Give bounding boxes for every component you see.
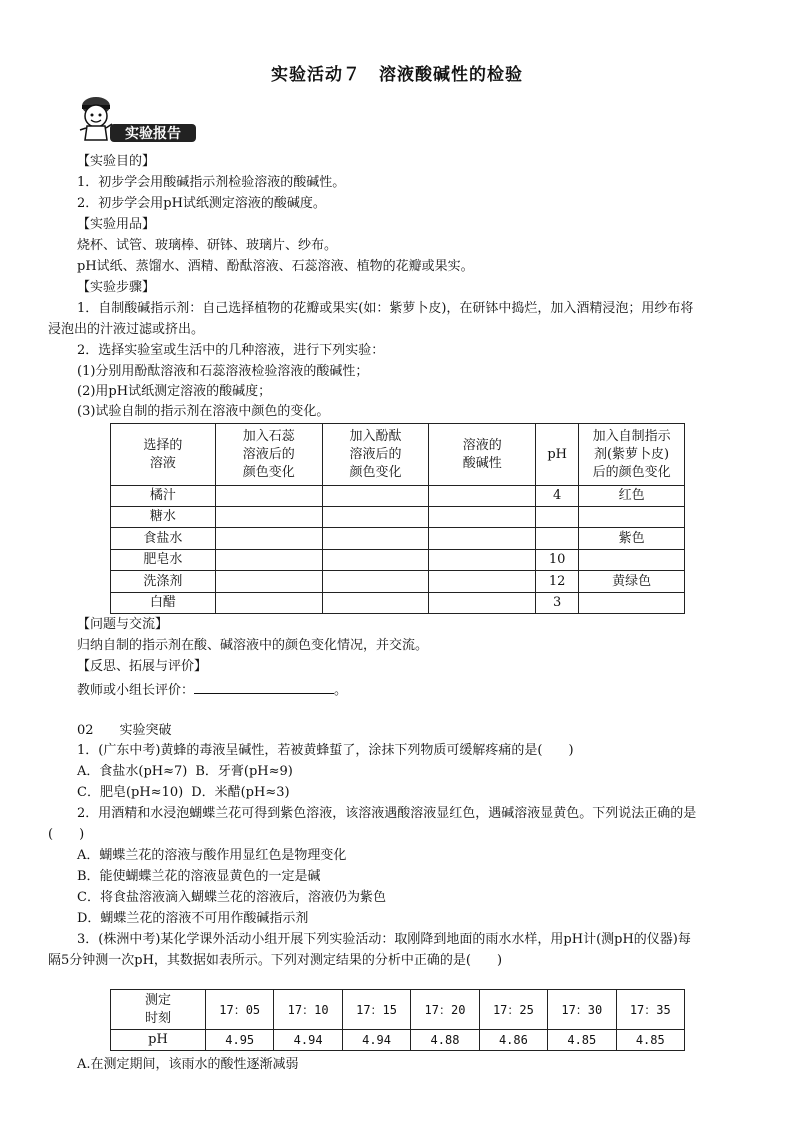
table-cell <box>215 550 322 571</box>
table-cell <box>215 528 322 550</box>
q1-option-c: C．肥皂(pH≈10) <box>77 785 184 800</box>
materials-line-2: pH试纸、蒸馏水、酒精、酚酞溶液、石蕊溶液、植物的花瓣或果实。 <box>77 259 474 274</box>
table-row <box>111 1030 685 1051</box>
table-header-cell: pH <box>536 424 579 486</box>
logo-text: 实验报告 <box>125 126 181 142</box>
q2-option-b: B．能使蝴蝶兰花的溶液显黄色的一定是碱 <box>77 869 321 884</box>
table-cell: 4.94 <box>274 1030 342 1051</box>
table-cell: 17：15 <box>342 990 410 1030</box>
table-row <box>111 528 685 550</box>
table-cell <box>322 528 429 550</box>
table-cell: 17：30 <box>548 990 616 1030</box>
table-cell <box>429 550 536 571</box>
table-cell <box>579 593 685 614</box>
table-cell: 4 <box>536 486 579 507</box>
q2-option-a: A．蝴蝶兰花的溶液与酸作用显红色是物理变化 <box>77 848 347 863</box>
table-cell: 4.85 <box>548 1030 616 1051</box>
table-cell <box>215 486 322 507</box>
purpose-item-1: 1．初步学会用酸碱指示剂检验溶液的酸碱性。 <box>77 175 346 190</box>
q1-option-a: A．食盐水(pH≈7) <box>77 764 188 779</box>
table-cell: 肥皂水 <box>111 550 216 571</box>
table-header-cell: 加入石蕊 溶液后的 颜色变化 <box>215 424 322 486</box>
table-row <box>111 486 685 507</box>
table-cell: 4.88 <box>411 1030 479 1051</box>
table-header-cell: pH <box>111 1030 206 1051</box>
table-cell: 糖水 <box>111 507 216 528</box>
table-cell <box>215 507 322 528</box>
materials-heading: 【实验用品】 <box>77 217 156 232</box>
table-cell: 4.95 <box>206 1030 274 1051</box>
section-title: 实验突破 <box>119 723 172 738</box>
evaluation-line <box>77 679 347 701</box>
table-header-row <box>111 424 685 486</box>
solution-test-table <box>110 423 685 614</box>
table-cell <box>429 486 536 507</box>
table-cell <box>429 571 536 593</box>
table-cell <box>322 486 429 507</box>
table-cell <box>429 528 536 550</box>
discussion-heading: 【问题与交流】 <box>77 617 169 632</box>
table-header-cell: 溶液的 酸碱性 <box>429 424 536 486</box>
discussion-text: 归纳自制的指示剂在酸、碱溶液中的颜色变化情况，并交流。 <box>77 638 429 653</box>
table-cell <box>322 507 429 528</box>
table-cell <box>579 550 685 571</box>
purpose-heading: 【实验目的】 <box>77 154 156 169</box>
table-row <box>111 571 685 593</box>
table-cell: 12 <box>536 571 579 593</box>
table-cell <box>429 593 536 614</box>
table-cell <box>215 593 322 614</box>
evaluation-end: 。 <box>334 683 348 698</box>
q2-option-c: C．将食盐溶液滴入蝴蝶兰花的溶液后，溶液仍为紫色 <box>77 890 386 905</box>
step-2: 2．选择实验室或生活中的几种溶液，进行下列实验： <box>77 343 385 358</box>
table-cell: 4.94 <box>342 1030 410 1051</box>
step-1-line-a: 1．自制酸碱指示剂：自己选择植物的花瓣或果实(如：紫萝卜皮)，在研钵中捣烂，加入酒精浸泡；用纱布将 <box>77 301 694 316</box>
q1-stem: 1．(广东中考)黄蜂的毒液呈碱性，若被黄蜂蜇了，涂抹下列物质可缓解疼痛的是( ) <box>77 743 574 758</box>
table-cell <box>215 571 322 593</box>
table-cell <box>429 507 536 528</box>
q2-stem-b: ( ) <box>48 827 85 842</box>
table-cell: 17：05 <box>206 990 274 1030</box>
table-cell: 橘汁 <box>111 486 216 507</box>
step-2-3: (3)试验自制的指示剂在溶液中颜色的变化。 <box>77 404 330 419</box>
step-2-2: (2)用pH试纸测定溶液的酸碱度； <box>77 384 272 399</box>
table-cell <box>536 507 579 528</box>
table-cell: 洗涤剂 <box>111 571 216 593</box>
q3-stem-a: 3．(株洲中考)某化学课外活动小组开展下列实验活动：取刚降到地面的雨水水样，用pH计(测pH的仪器)每 <box>77 932 691 947</box>
table-cell: 10 <box>536 550 579 571</box>
table-cell: 红色 <box>579 486 685 507</box>
table-cell <box>322 571 429 593</box>
section-number: 02 <box>77 723 94 738</box>
q3-option-a: A.在测定期间，该雨水的酸性逐渐减弱 <box>77 1057 299 1072</box>
table-row <box>111 990 685 1030</box>
table-cell: 4.86 <box>479 1030 547 1051</box>
q3-stem-b: 隔5分钟测一次pH，其数据如表所示。下列对测定结果的分析中正确的是( ) <box>48 953 503 968</box>
q2-option-d: D．蝴蝶兰花的溶液不可用作酸碱指示剂 <box>77 911 309 926</box>
table-header-cell: 测定 时刻 <box>111 990 206 1030</box>
q1-option-d: D．米醋(pH≈3) <box>191 785 290 800</box>
table-header-cell: 加入自制指示 剂(紫萝卜皮) 后的颜色变化 <box>579 424 685 486</box>
section-header <box>77 721 172 741</box>
table-row <box>111 507 685 528</box>
purpose-item-2: 2．初步学会用pH试纸测定溶液的酸碱度。 <box>77 196 326 211</box>
rainwater-ph-table <box>110 989 685 1051</box>
table-cell: 17：35 <box>616 990 684 1030</box>
table-row <box>111 550 685 571</box>
step-1-line-b: 浸泡出的汁液过滤或挤出。 <box>48 322 205 337</box>
table-cell: 黄绿色 <box>579 571 685 593</box>
table-cell <box>322 550 429 571</box>
q1-options-row-1 <box>77 762 293 782</box>
q2-stem-a: 2．用酒精和水浸泡蝴蝶兰花可得到紫色溶液，该溶液遇酸溶液显红色，遇碱溶液显黄色。下列说法正确的是 <box>77 806 697 821</box>
table-cell: 4.85 <box>616 1030 684 1051</box>
table-header-cell: 加入酚酞 溶液后的 颜色变化 <box>322 424 429 486</box>
table-cell: 17：25 <box>479 990 547 1030</box>
table-header-cell: 选择的 溶液 <box>111 424 216 486</box>
table-cell: 17：10 <box>274 990 342 1030</box>
table-cell: 17：20 <box>411 990 479 1030</box>
table-cell <box>322 593 429 614</box>
step-2-1: (1)分别用酚酞溶液和石蕊溶液检验溶液的酸碱性； <box>77 364 369 379</box>
materials-line-1: 烧杯、试管、玻璃棒、研钵、玻璃片、纱布。 <box>77 238 338 253</box>
steps-heading: 【实验步骤】 <box>77 280 156 295</box>
experiment-report-logo <box>74 92 198 146</box>
table-cell <box>536 528 579 550</box>
table-cell <box>579 507 685 528</box>
page-title: 实验活动７ 溶液酸碱性的检验 <box>271 65 523 85</box>
evaluation-label: 教师或小组长评价： <box>77 683 195 698</box>
q1-options-row-2 <box>77 783 290 803</box>
cartoon-student-icon <box>80 97 112 140</box>
table-cell: 白醋 <box>111 593 216 614</box>
reflection-heading: 【反思、拓展与评价】 <box>77 659 208 674</box>
table-cell: 3 <box>536 593 579 614</box>
evaluation-blank[interactable] <box>194 679 334 694</box>
table-row <box>111 593 685 614</box>
table-cell: 紫色 <box>579 528 685 550</box>
q1-option-b: B．牙膏(pH≈9) <box>195 764 293 779</box>
table-cell: 食盐水 <box>111 528 216 550</box>
